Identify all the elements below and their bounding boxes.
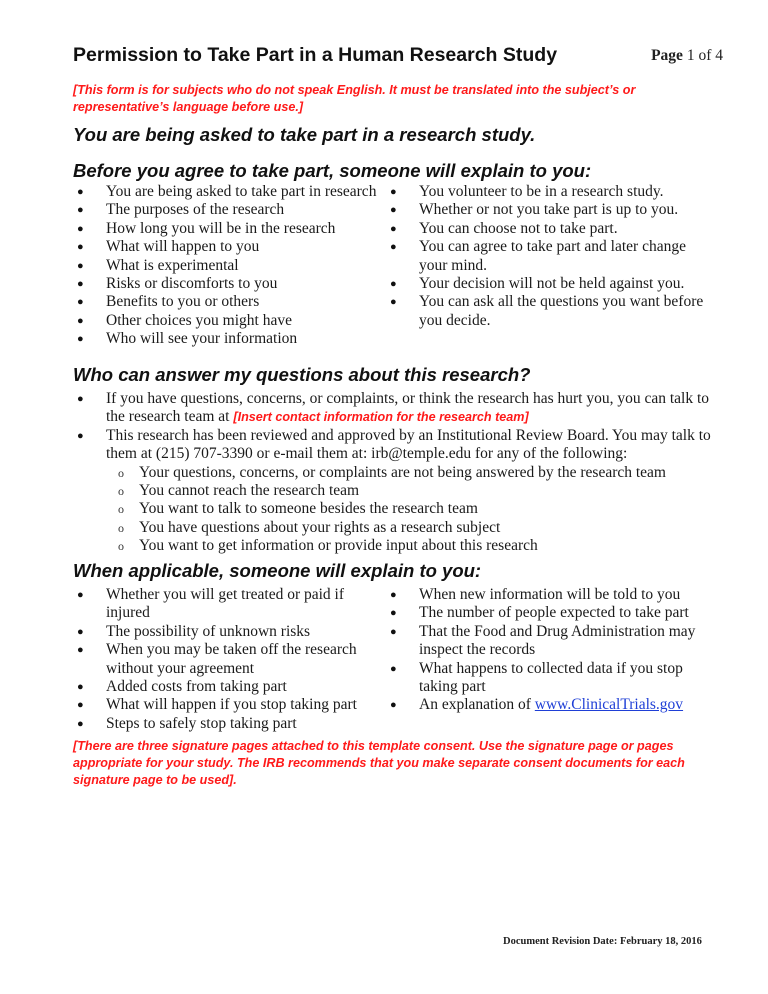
list-item: ● You can choose not to take part. bbox=[390, 219, 618, 237]
list-item: ● The possibility of unknown risks bbox=[77, 622, 311, 640]
bullet-icon: ● bbox=[390, 607, 397, 620]
bullet-icon: ● bbox=[77, 699, 84, 712]
bullet-icon: ● bbox=[390, 296, 397, 309]
bullet-icon: ● bbox=[77, 259, 84, 272]
document-title: Permission to Take Part in a Human Research Study bbox=[73, 44, 558, 66]
list-item: ● Who will see your information bbox=[77, 330, 298, 348]
list-item: ● That the Food and Drug Administration may inspect the records bbox=[390, 622, 696, 659]
bullet-icon: ● bbox=[390, 186, 397, 198]
questions-heading: Who can answer my questions about this research? bbox=[73, 364, 531, 385]
bullet-icon: ● bbox=[77, 204, 84, 217]
list-item: ● When you may be taken off the research without your agreement bbox=[77, 641, 357, 677]
bullet-icon: ● bbox=[77, 625, 84, 638]
list-item: ● What happens to collected data if you stop taking part bbox=[390, 659, 683, 696]
bullet-icon: ● bbox=[77, 241, 84, 254]
circle-bullet-icon: o bbox=[118, 465, 124, 480]
page-label: Page bbox=[651, 47, 683, 64]
list-item: ● How long you will be in the research bbox=[77, 219, 336, 237]
sub-list-item: o You want to talk to someone besides the research team bbox=[118, 500, 478, 518]
list-item: ● If you have questions, concerns, or complaints, or think the research has hurt you, you can talk to the research team at [Insert contact information for the research team] bbox=[77, 390, 710, 426]
bullet-icon: ● bbox=[77, 717, 84, 730]
translation-note: [This form is for subjects who do not speak English. It must be translated into the subject’s or representative’s language before use.] bbox=[73, 83, 636, 114]
explain-list-left bbox=[73, 183, 393, 349]
circle-bullet-icon: o bbox=[118, 539, 124, 554]
sub-list-item: o Your questions, concerns, or complaints are not being answered by the research team bbox=[118, 463, 666, 481]
page-header bbox=[73, 44, 723, 70]
revision-date: Document Revision Date: February 18, 2016 bbox=[503, 936, 702, 947]
applicable-list-left bbox=[73, 586, 383, 733]
irb-reasons-list bbox=[106, 464, 713, 556]
bullet-icon: ● bbox=[390, 204, 397, 217]
list-item: ● Other choices you might have bbox=[77, 311, 292, 329]
signature-pages-note: [There are three signature pages attached to this template consent. Use the signature page or pages appropriate for your study. The IRB recommends that you make separate consent documents for each signature page to be used]. bbox=[73, 739, 685, 787]
list-item: ● Your decision will not be held against you. bbox=[390, 275, 685, 293]
sub-list-item: o You want to get information or provide input about this research bbox=[118, 537, 538, 555]
list-item: ● The purposes of the research bbox=[77, 201, 285, 219]
list-item: ● Whether or not you take part is up to you. bbox=[390, 201, 679, 219]
list-item: ● Benefits to you or others bbox=[77, 293, 260, 311]
questions-list bbox=[73, 390, 713, 556]
list-item: ● Whether you will get treated or paid if injured bbox=[77, 586, 345, 622]
bullet-icon: ● bbox=[390, 662, 397, 675]
page-total: of 4 bbox=[698, 47, 723, 64]
sub-list-item: o You cannot reach the research team bbox=[118, 482, 360, 500]
bullet-icon: ● bbox=[77, 186, 84, 198]
bullet-icon: ● bbox=[77, 222, 84, 235]
list-item: ● You can ask all the questions you want before you decide. bbox=[390, 293, 704, 329]
circle-bullet-icon: o bbox=[118, 520, 124, 535]
applicable-list-right bbox=[386, 586, 706, 715]
list-item: ● You volunteer to be in a research study. bbox=[390, 183, 664, 200]
circle-bullet-icon: o bbox=[118, 502, 124, 517]
contact-placeholder: [Insert contact information for the research team] bbox=[233, 410, 529, 425]
applicable-heading: When applicable, someone will explain to you: bbox=[73, 560, 482, 581]
list-item: ● Steps to safely stop taking part bbox=[77, 714, 297, 732]
circle-bullet-icon: o bbox=[118, 484, 124, 499]
list-item: ● You can agree to take part and later change your mind. bbox=[390, 238, 686, 274]
list-item: ● Risks or discomforts to you bbox=[77, 275, 278, 293]
list-item: ● When new information will be told to you bbox=[390, 586, 681, 603]
list-item: ● What will happen if you stop taking part bbox=[77, 696, 357, 714]
list-item: ● What will happen to you bbox=[77, 238, 260, 256]
bullet-icon: ● bbox=[77, 681, 84, 694]
list-item: ● This research has been reviewed and approved by an Institutional Review Board. You may talk to them at (215) 707-3390 or e-mail them at: irb@temple.edu for any of the following: o Your questions, concerns, or complaints are not being answered by the research team o You cannot reach the research team o You want to talk to someone besides the research team o You have questions about your rights as a research subject o You want to get information or provide input about this research bbox=[73, 427, 713, 556]
clinicaltrials-link[interactable]: www.ClinicalTrials.gov bbox=[534, 696, 684, 714]
list-item: ● What is experimental bbox=[77, 256, 239, 274]
list-item: ● The number of people expected to take part bbox=[390, 604, 689, 622]
page-current: 1 bbox=[686, 47, 695, 64]
explain-heading: Before you agree to take part, someone will explain to you: bbox=[73, 160, 592, 181]
bullet-icon: ● bbox=[390, 278, 397, 291]
bullet-icon: ● bbox=[390, 699, 397, 712]
intro-heading: You are being asked to take part in a research study. bbox=[73, 124, 536, 145]
bullet-icon: ● bbox=[77, 278, 84, 291]
bullet-icon: ● bbox=[77, 393, 84, 405]
list-item: ● An explanation of www.ClinicalTrials.gov bbox=[390, 696, 684, 714]
bullet-icon: ● bbox=[77, 333, 84, 346]
sub-list-item: o You have questions about your rights as a research subject bbox=[118, 518, 501, 536]
bullet-icon: ● bbox=[77, 429, 84, 442]
list-item: ● Added costs from taking part bbox=[77, 678, 287, 696]
bullet-icon: ● bbox=[77, 314, 84, 327]
bullet-icon: ● bbox=[390, 625, 397, 638]
bullet-icon: ● bbox=[390, 241, 397, 254]
bullet-icon: ● bbox=[77, 589, 84, 601]
page-number bbox=[651, 47, 723, 65]
explain-list-right bbox=[386, 183, 706, 330]
bullet-icon: ● bbox=[390, 222, 397, 235]
list-item: ● You are being asked to take part in research bbox=[77, 183, 377, 200]
bullet-icon: ● bbox=[390, 589, 397, 601]
bullet-icon: ● bbox=[77, 644, 84, 657]
bullet-icon: ● bbox=[77, 296, 84, 309]
